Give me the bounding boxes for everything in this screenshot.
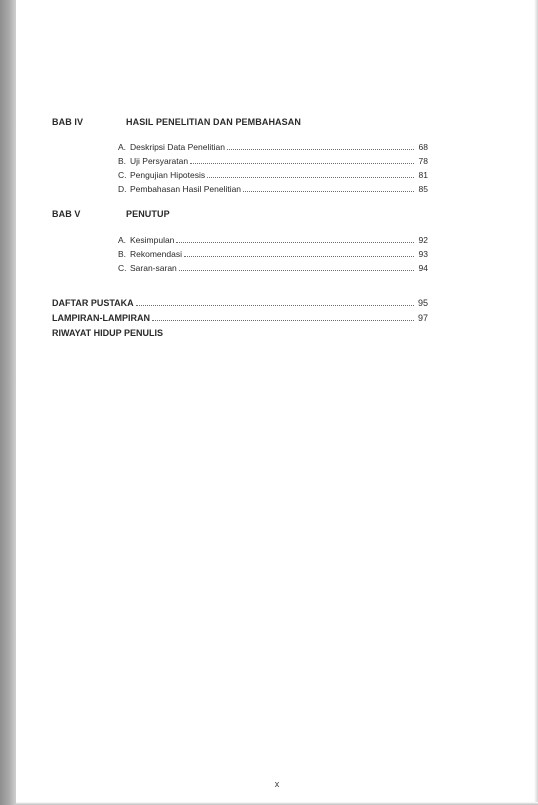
toc-back-matter-entry (52, 328, 428, 339)
dot-leader (243, 185, 414, 192)
entry-text: Pembahasan Hasil Penelitian (130, 184, 242, 194)
dot-leader (152, 314, 414, 321)
toc-back-matter-entry (52, 313, 428, 324)
entry-letter: B. (118, 249, 127, 259)
entry-letter: C. (118, 263, 127, 273)
dot-leader (190, 157, 414, 164)
page-number: x (274, 779, 280, 789)
entry-page: 85 (418, 184, 428, 194)
toc-entry (118, 170, 428, 181)
chapter-number: BAB V (52, 209, 81, 219)
entry-text: Deskripsi Data Penelitian (130, 142, 225, 152)
entry-page: 95 (417, 298, 428, 308)
entry-page: 94 (418, 263, 428, 273)
entry-text: RIWAYAT HIDUP PENULIS (52, 328, 164, 338)
table-of-contents-page (16, 0, 538, 805)
scan-binding-edge (0, 0, 16, 805)
entry-letter: D. (118, 184, 127, 194)
toc-entry (118, 142, 428, 153)
toc-back-matter-entry (52, 298, 428, 309)
entry-text: DAFTAR PUSTAKA (52, 298, 134, 308)
entry-text: Pengujian Hipotesis (130, 170, 206, 180)
chapter-title: PENUTUP (126, 209, 170, 219)
chapter-title: HASIL PENELITIAN DAN PEMBAHASAN (126, 117, 301, 127)
entry-page: 68 (418, 142, 428, 152)
entry-page: 92 (418, 235, 428, 245)
entry-page: 97 (417, 313, 428, 323)
entry-text: LAMPIRAN-LAMPIRAN (52, 313, 150, 323)
chapter-number: BAB IV (52, 117, 84, 127)
entry-text: Kesimpulan (130, 235, 175, 245)
toc-entry (118, 156, 428, 167)
entry-text: Saran-saran (130, 263, 177, 273)
toc-entry (118, 249, 428, 260)
dot-leader (136, 299, 414, 306)
entry-text: Rekomendasi (130, 249, 182, 259)
entry-page: 78 (418, 156, 428, 166)
entry-letter: A. (118, 235, 127, 245)
entry-letter: C. (118, 170, 127, 180)
toc-entry (118, 235, 428, 246)
entry-page: 93 (418, 249, 428, 259)
toc-entry (118, 263, 428, 274)
dot-leader (179, 264, 414, 271)
toc-entry (118, 184, 428, 195)
dot-leader (184, 250, 414, 257)
dot-leader (176, 236, 414, 243)
entry-text: Uji Persyaratan (130, 156, 189, 166)
dot-leader (227, 143, 414, 150)
dot-leader (207, 171, 414, 178)
entry-page: 81 (418, 170, 428, 180)
entry-letter: A. (118, 142, 127, 152)
entry-letter: B. (118, 156, 127, 166)
